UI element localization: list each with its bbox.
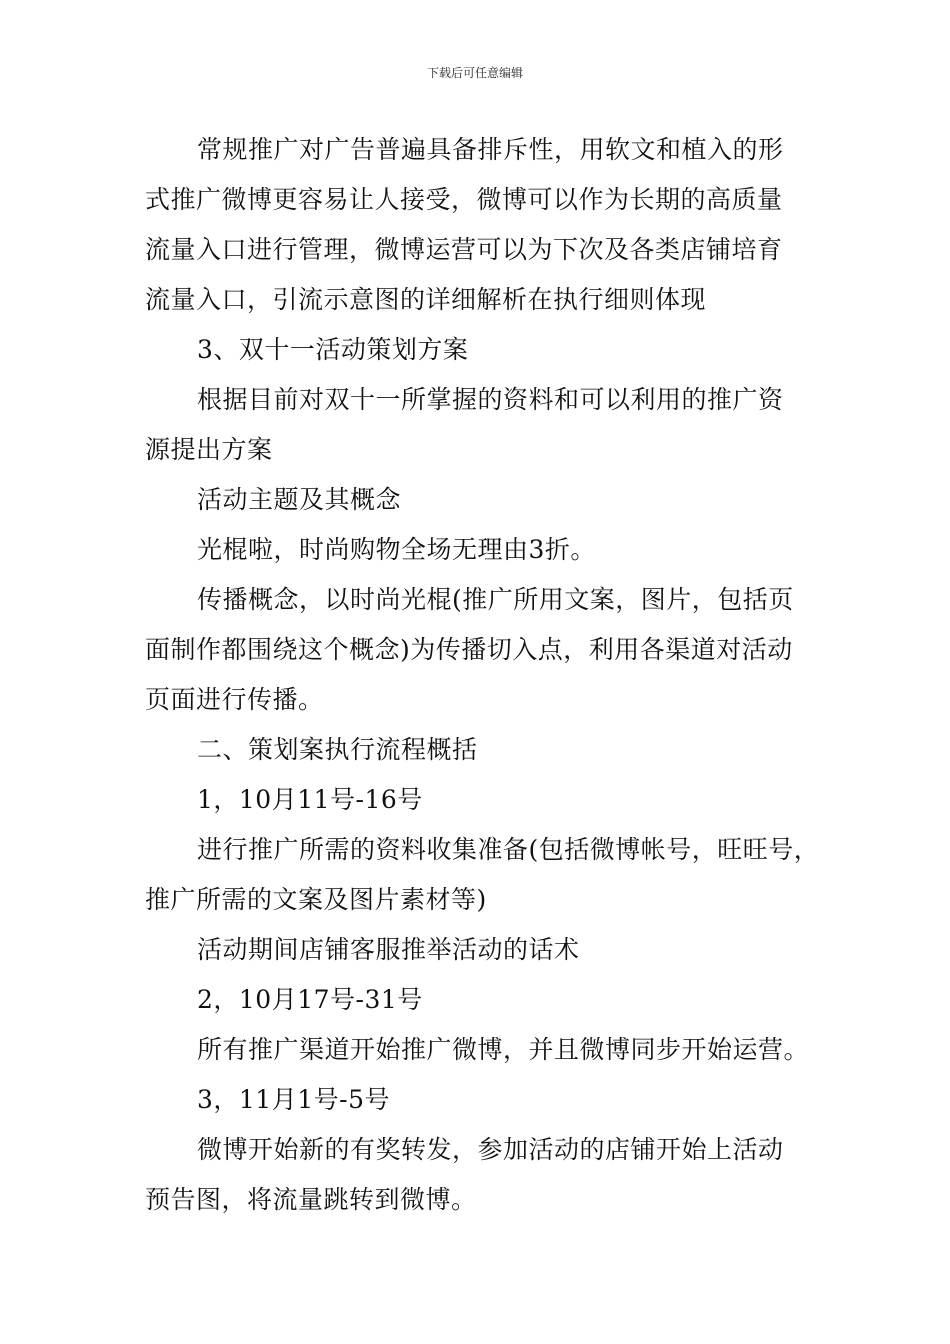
text-line: 根据目前对双十一所掌握的资料和可以利用的推广资 <box>197 385 784 414</box>
text-line: 所有推广渠道开始推广微博，并且微博同步开始运营。 <box>197 1035 810 1064</box>
text-line: 活动期间店铺客服推举活动的话术 <box>197 935 580 964</box>
text-line: 推广所需的文案及图片素材等) <box>145 885 487 914</box>
text-line: 面制作都围绕这个概念)为传播切入点，利用各渠道对活动 <box>145 635 793 664</box>
text-line: 预告图，将流量跳转到微博。 <box>145 1185 477 1214</box>
text-line: 3，11月1号-5号 <box>197 1085 390 1114</box>
text-line: 微博开始新的有奖转发，参加活动的店铺开始上活动 <box>197 1135 784 1164</box>
text-line: 2，10月17号-31号 <box>197 985 423 1014</box>
text-line: 活动主题及其概念 <box>197 485 402 514</box>
text-line: 流量入口进行管理，微博运营可以为下次及各类店铺培育 <box>145 235 783 264</box>
text-line: 常规推广对广告普遍具备排斥性，用软文和植入的形 <box>197 135 784 164</box>
text-line: 二、策划案执行流程概括 <box>197 735 478 764</box>
text-line: 1，10月11号-16号 <box>197 785 423 814</box>
text-line: 流量入口，引流示意图的详细解析在执行细则体现 <box>145 285 707 314</box>
document-body <box>145 125 820 1225</box>
text-line: 传播概念，以时尚光棍(推广所用文案，图片，包括页 <box>197 585 794 614</box>
text-line: 式推广微博更容易让人接受，微博可以作为长期的高质量 <box>145 185 783 214</box>
text-line: 源提出方案 <box>145 435 273 464</box>
text-line: 3、双十一活动策划方案 <box>197 335 469 364</box>
text-line: 光棍啦，时尚购物全场无理由3折。 <box>197 535 596 564</box>
text-line: 页面进行传播。 <box>145 685 324 714</box>
page-header: 下载后可任意编辑 <box>426 66 523 80</box>
text-line: 进行推广所需的资料收集准备(包括微博帐号，旺旺号， <box>197 835 820 864</box>
